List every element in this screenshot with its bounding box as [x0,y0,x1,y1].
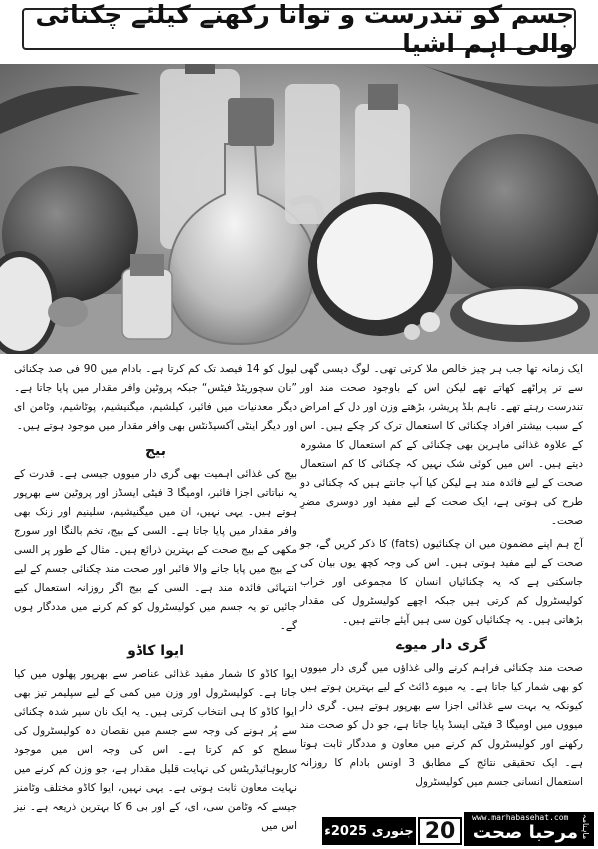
issue-date: جنوری 2025ء [322,817,416,845]
coconut-oil-illustration [0,64,598,354]
paragraph: آج ہم اپنے مضمون میں ان چکنائیوں (fats) کا ذکر کریں گے، جو صحت کے لیے مفید ہوتی ہیں۔ اس کی وجہ کچھ یوں بیان کی جاسکتی ہے کہ یہ چکنائیاں انسان کا مجموعی اور خراب کولیسٹرول کم کرتی ہیں جبکہ اچھے کولیسٹرول کی مقدار بڑھاتی ہیں۔ یہ چکنائیاں کون سی ہیں آیئے جانتے ہیں۔ [300,538,583,626]
paragraph: بیج کی غذائی اہمیت بھی گری دار میووں جیسی ہے۔ قدرت کے یہ نباتاتی اجزا فائبر، اومیگا 3 فیٹی ایسڈز اور پروٹین سے بھرپور ہوتے ہیں۔ یہی نہیں، ان میں میگنیشیم، سلینیم اور زنک بھی وافر مقدار میں پایا جاتا ہے۔ السی کے بیج، تخم بالنگا اور سورج مکھی کے بیج صحت کے بہترین ذرائع ہیں۔ مثال کے طور پر السی کے بیج میں پایا جانے والا فائبر اور صحت مند چکنائی جسم کے لیے انتہائی فائدہ مند ہے۔ السی کے بیج اگر روزانہ استعمال کیے جائیں تو یہ جسم میں کولیسٹرول کو کم کرنے میں مددگار ہوں گے۔ [14,468,297,632]
section-heading-seeds: بیج [144,443,167,459]
article-header [0,0,598,62]
magazine-frequency: ماہنامہ [581,814,590,840]
paragraph: ایک زمانہ تھا جب ہر چیز خالص ملا کرتی تھی۔ لوگ دیسی گھی سے تر پراٹھے کھاتے تھے لیکن اس کے باوجود صحت مند اور تندرست رہتے تھے۔ تاہم بلڈ پریشر، بڑھتے وزن اور دل کے امراض کے سبب بیشتر افراد چکنائی کا استعمال ترک کر چکے ہیں۔ اس کے علاوہ غذائی ماہرین بھی چکنائی کے کم استعمال کا مشورہ دیتے ہیں۔ اس میں کوئی شک نہیں کہ چکنائی کا کم استعمال صحت کے لیے فائدہ مند ہے لیکن کیا آپ جانتے ہیں کہ چکنائی دو طرح کی ہوتی ہے، ایک صحت کے لیے مفید اور دوسری مضرِ صحت۔ [300,363,583,527]
paragraph: ایوا کاڈو کا شمار مفید غذائی عناصر سے بھرپور پھلوں میں کیا جاتا ہے۔ کولیسٹرول اور وزن میں کمی کے لیے سپلیمر تیز بھی ایوا کاڈو کا ہی انتخاب کرتی ہیں۔ یہ ایک نان سیر شدہ چکنائی سے پُر ہونے کی وجہ سے جسم میں نقصان دہ کولیسٹرول کی سطح کو کم کرتا ہے۔ اس کی وجہ اس میں موجود کاربوہائیڈریٹس کی نہایت قلیل مقدار ہے، جو وزن کم کرنے میں نہایت معاون ثابت ہوتی ہے۔ یہی نہیں، ایوا کاڈو مختلف وٹامنز جیسے کہ وٹامن سی، ای، کے اور بی 6 کا بہترین ذریعہ ہے۔ نیز اس میں [14,668,297,832]
paragraph: لیول کو 14 فیصد تک کم کرتا ہے۔ بادام میں 90 فی صد چکنائی ”نان سچوریٹڈ فیٹس“ جبکہ پروٹین وافر مقدار میں پایا جاتا ہے۔ دیگر معدنیات میں فائبر، کیلشیم، میگنیشیم، پوٹاشیم، وٹامن ای اور دیگر اینٹی آکسیڈنٹس بھی وافر مقدار میں موجود ہوتے ہیں۔ [14,363,298,432]
article-column-left [14,360,297,840]
article-column-right [300,360,583,796]
paragraph: صحت مند چکنائی فراہم کرنے والی غذاؤں میں گری دار میووں کو بھی شمار کیا جاتا ہے۔ یہ میوے ڈائٹ کے لیے بہترین ہوتے ہیں کیونکہ یہ بہت سے غذائی اجزا سے بھرپور ہوتے ہیں۔ گری دار میووں میں اومیگا 3 فیٹی ایسڈ پایا جاتا ہے، جو دل کو صحت مند رکھنے اور کولیسٹرول کم کرنے میں معاون و مددگار ثابت ہوتا ہے۔ ایک تحقیقی نتائج کے مطابق 3 اونس بادام کا روزانہ استعمال انسانی جسم میں کولیسٹرول [300,662,584,788]
magazine-name: مرحبا صحت [472,822,578,843]
section-heading-nuts: گری دار میوے [396,637,487,653]
page-number: 20 [418,817,462,845]
hero-photo [0,64,598,354]
article-title: جسم کو تندرست و توانا رکھنے کیلئے چکنائی والی اہم اشیا [22,8,576,50]
magazine-logo [464,812,594,846]
magazine-website: www.marhabasehat.com [472,813,569,822]
section-heading-avocado: ایوا کاڈو [127,643,184,659]
